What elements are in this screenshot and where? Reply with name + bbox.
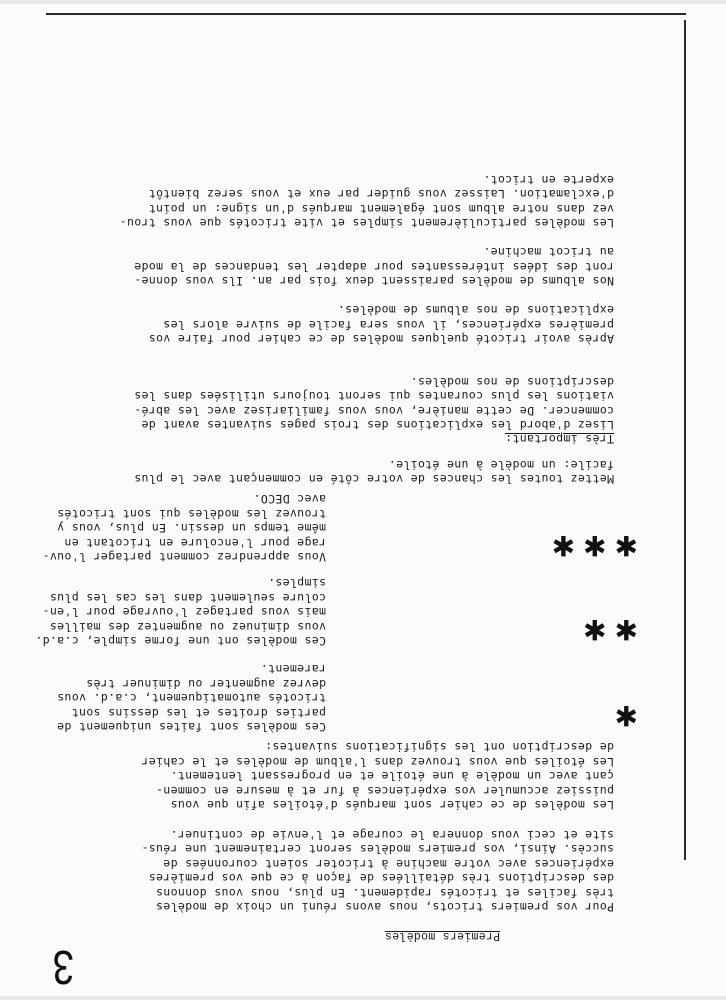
page-edge-line-bottom: [46, 14, 686, 16]
two-stars-icon: ✱✱: [575, 613, 638, 646]
paragraph-important: Lisez d'abord les explications des trois pages suivantes avant de commencer. De cette manière, vous vous familiarisez avec les abré- viations les plus courantes qui seront toujours utilisées dans les descriptions de nos modèles.: [133, 374, 614, 432]
page-title: Premiers modèles: [384, 929, 500, 942]
paragraph-one-star: Ces modèles sont faites uniquement de parties droites et les dessins sont tricotés automatiquement, c.a.d. vous devrez augmenter ou diminuer très rarement.: [56, 662, 326, 734]
paragraph-chances: Mettez toutes les chances de votre côté en commençant avec le plus facile: un modèle à une étoile.: [133, 457, 614, 486]
paragraph-intro: Pour vos premiers tricots, nous avons réuni un choix de modèles très faciles et tricotés rapidement. En plus, nous vous donnons des descriptions très détaillées de façon à ce que vos premières expériences avec votre machine à tricoter soient couronnées de succès. Ainsi, vos premiers modèles seront certainement une réus- site et ceci vous donnera le courage et l'envie de continuer.: [141, 827, 614, 914]
paragraph-stars-intro: Les modèles de ce cahier sont marqués d'étoiles afin que vous puissiez accumuler vos expériences à fur et à mesure en commen- çant avec un modèle à une étoile et en progressant lentement. Les étoiles que vous trouvez dans l'album de modèles et le cahier de description ont les significations suivantes:: [141, 740, 614, 812]
page-number: 3: [52, 940, 74, 993]
three-stars-icon: ✱✱✱: [543, 529, 638, 562]
scan-smudge: [0, 996, 726, 1000]
important-heading: Très important:: [504, 432, 614, 446]
paragraph-two-stars: Ces modèles ont une forme simple, c.a.d. vous diminuez ou augmentez des mailles mais vous partagez l'ouvrage pour l'en- colure seulement dans les cas les plus simples.: [35, 576, 326, 648]
paragraph-after-knitting: Après avoir tricoté quelques modèles de ce cahier pour faire vos premières expériences, il vous sera facile de suivre alors les explications de nos albums de modèles.: [148, 303, 614, 346]
paragraph-easy-models: Les modèles particulièrement simples et vite tricotés que vous trou- vez dans notre album sont également marqués d'un signe: un point d'exclamation. Laissez vous guider par eux et vous serez bientôt experte en tricot.: [119, 172, 614, 230]
paragraph-three-stars: Vous apprendrez comment partager l'ouv- rage pour l'encolure en tricotant en même temps un dessin. En plus, vous y trouvez les modèles qui sont tricotés avec DECO.: [42, 492, 326, 564]
page-edge-line: [685, 20, 687, 860]
one-star-icon: ✱: [606, 699, 638, 732]
paragraph-albums: Nos albums de modèles paraissent deux fois par an. Ils vous donne- ront des idées intéressantes pour adapter les tendances de la mode au tricot machine.: [133, 245, 614, 288]
scan-smudge: [0, 0, 726, 4]
